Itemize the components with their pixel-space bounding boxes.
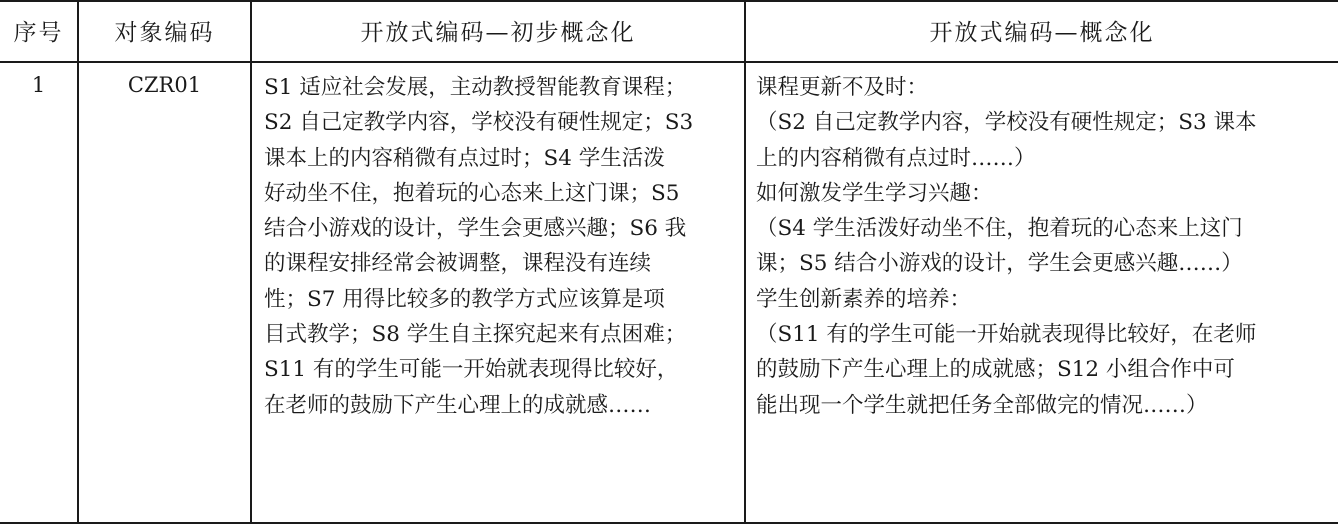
- column-divider-2: [250, 0, 252, 524]
- text-line: 的鼓励下产生心理上的成就感；S12 小组合作中可: [756, 357, 1235, 383]
- initial-concept-text: [264, 70, 736, 423]
- text-line: S11 有的学生可能一开始就表现得比较好，: [264, 357, 679, 383]
- row-index: 1: [31, 73, 46, 97]
- text-line: 学生创新素养的培养：: [756, 286, 972, 312]
- text-line: 的课程安排经常会被调整，课程没有连续: [264, 251, 652, 277]
- text-line: （S4 学生活泼好动坐不住，抱着玩的心态来上这门: [756, 216, 1243, 242]
- text-line: 课程更新不及时：: [756, 75, 929, 100]
- text-line: 课；S5 结合小游戏的设计，学生会更感兴趣……）: [756, 251, 1243, 277]
- header-divider: [0, 61, 1338, 63]
- row-object-code: CZR01: [127, 73, 202, 97]
- text-line: 课本上的内容稍微有点过时；S4 学生活泼: [264, 145, 665, 171]
- text-line: 好动坐不住，抱着玩的心态来上这门课；S5: [264, 180, 680, 206]
- text-line: 目式教学；S8 学生自主探究起来有点困难；: [264, 322, 687, 348]
- text-line: （S11 有的学生可能一开始就表现得比较好，在老师: [756, 322, 1257, 348]
- text-line: 能出现一个学生就把任务全部做完的情况……）: [756, 392, 1208, 418]
- table-bottom-border: [0, 522, 1338, 524]
- text-line: 性；S7 用得比较多的教学方式应该算是项: [264, 286, 665, 312]
- text-line: 上的内容稍微有点过时……）: [756, 145, 1036, 171]
- column-divider-3: [744, 0, 746, 524]
- text-line: （S2 自己定教学内容，学校没有硬性规定；S3 课本: [756, 110, 1257, 136]
- text-line: S1 适应社会发展，主动教授智能教育课程；: [264, 75, 687, 100]
- concept-text: [756, 70, 1328, 423]
- header-initial-conceptualization: 开放式编码—初步概念化: [360, 20, 636, 46]
- text-line: 结合小游戏的设计，学生会更感兴趣；S6 我: [264, 216, 687, 242]
- header-object-code: 对象编码: [114, 20, 215, 46]
- header-index: 序号: [13, 20, 64, 46]
- header-conceptualization: 开放式编码—概念化: [929, 20, 1155, 46]
- text-line: 如何激发学生学习兴趣：: [756, 180, 993, 206]
- text-line: 在老师的鼓励下产生心理上的成就感……: [264, 392, 652, 418]
- text-line: S2 自己定教学内容，学校没有硬性规定；S3: [264, 110, 694, 136]
